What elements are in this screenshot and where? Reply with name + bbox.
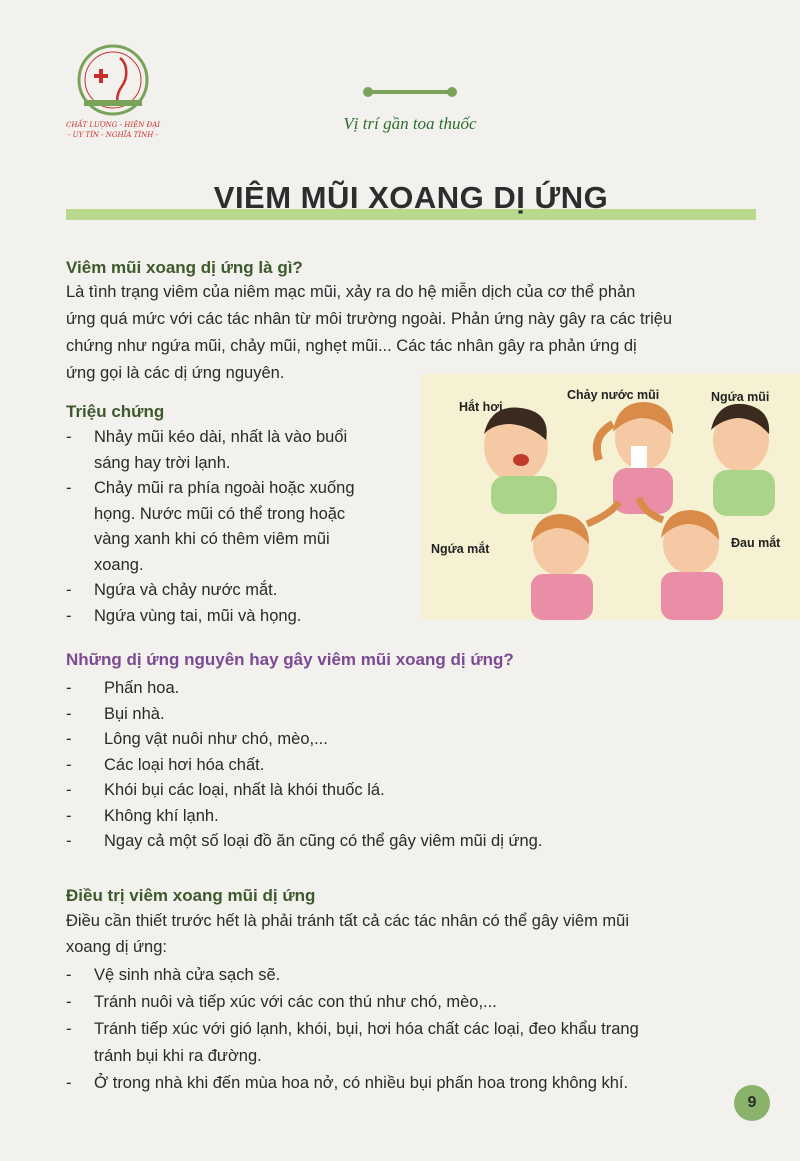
paragraph-line: ứng quá mức với các tác nhân từ môi trường ngoài. Phản ứng này gây ra các triệu [66,310,673,328]
logo-tagline-line-1: CHẤT LƯỢNG - HIỆN ĐẠI [65,121,161,129]
label-sore-eyes: Đau mắt [731,536,781,550]
list-item [66,753,706,779]
list-item-line: Chảy mũi ra phía ngoài hoặc xuống [94,479,355,497]
list-item-line: họng. Nước mũi có thể trong hoặc [94,504,346,523]
list-item-text: Khói bụi các loại, nhất là khói thuốc lá. [104,781,385,799]
list-item [66,829,706,855]
list-item [66,676,706,702]
list-item-text: Phấn hoa. [104,679,180,697]
list-item [66,1016,766,1070]
paragraph-line: ứng gọi là các dị ứng nguyên. [66,364,285,382]
list-item-line: Vệ sinh nhà cửa sạch sẽ. [94,966,281,984]
list-item-line: Ngứa và chảy nước mắt. [94,581,278,599]
dash-bullet: - [66,1074,72,1092]
dash-bullet: - [66,966,72,984]
allergens-list [66,676,706,855]
symptoms-list [66,425,411,629]
dash-bullet: - [66,479,72,497]
figure-sneezing-boy [484,408,557,514]
list-item-line: Tránh nuôi và tiếp xúc với các con thú như chó, mèo,... [94,993,497,1011]
section-treatment-paragraph [66,908,766,960]
list-item-text: Bụi nhà. [104,704,165,723]
list-item [66,989,766,1016]
dash-bullet: - [66,606,72,625]
section-heading-allergens: Những dị ứng nguyên hay gây viêm mũi xoang dị ứng? [66,650,514,669]
dash-bullet: - [66,704,72,723]
header-ornament [362,86,458,98]
figure-sore-eyes-girl [639,498,723,620]
list-item-line: Ở trong nhà khi đến mùa hoa nở, có nhiều bụi phấn hoa trong không khí. [94,1074,629,1092]
label-itchy-eyes: Ngứa mắt [431,542,490,556]
dash-bullet: - [66,993,72,1011]
list-item [66,425,411,476]
dash-bullet: - [66,679,72,697]
section-heading-treatment: Điều trị viêm xoang mũi dị ứng [66,886,316,905]
dash-bullet: - [66,832,72,850]
list-item-text: Không khí lạnh. [104,806,219,825]
dash-bullet: - [66,730,72,748]
symptoms-illustration [421,374,800,620]
treatment-list [66,962,766,1097]
list-item-line: Ngứa vùng tai, mũi và họng. [94,606,302,625]
list-item-text: Lông vật nuôi như chó, mèo,... [104,730,328,748]
list-item [66,1070,766,1097]
paragraph-line: Điều cần thiết trước hết là phải tránh tất cả các tác nhân có thể gây viêm mũi [66,912,629,930]
list-item [66,804,706,830]
list-item [66,702,706,728]
label-itchy-nose: Ngứa mũi [711,390,770,404]
figure-runny-nose-girl [597,402,673,514]
list-item-text: Ngay cả một số loại đồ ăn cũng có thể gây viêm mũi dị ứng. [104,832,543,850]
dash-bullet: - [66,1020,72,1038]
list-item-line: Tránh tiếp xúc với gió lạnh, khói, bụi, hơi hóa chất các loại, đeo khẩu trang [94,1020,639,1038]
header-subtitle: Vị trí gần toa thuốc [343,114,477,133]
logo-tagline-line-2: - UY TÍN - NGHĨA TÌNH - [68,131,158,139]
section-heading-what-is: Viêm mũi xoang dị ứng là gì? [66,258,303,277]
label-runny-nose: Chảy nước mũi [567,388,660,402]
logo-tagline [58,120,168,140]
paragraph-line: Là tình trạng viêm của niêm mạc mũi, xảy ra do hệ miễn dịch của cơ thể phản [66,283,636,301]
paragraph-line: chứng như ngứa mũi, chảy mũi, nghẹt mũi... Các tác nhân gây ra phản ứng dị [66,337,637,355]
dash-bullet: - [66,428,72,446]
list-item-line: sáng hay trời lạnh. [94,453,231,472]
dash-bullet: - [66,806,72,825]
list-item [66,604,411,630]
label-sneeze: Hắt hơi [459,400,503,414]
list-item [66,962,766,989]
list-item [66,578,411,604]
list-item-line: xoang. [94,555,144,574]
page-number: 9 [734,1085,770,1121]
dash-bullet: - [66,755,72,774]
list-item [66,778,706,804]
paragraph-line: xoang dị ứng: [66,938,167,956]
figure-itchy-nose-boy [711,404,775,516]
list-item [66,476,411,578]
dash-bullet: - [66,781,72,799]
section-what-is-paragraph [66,279,766,387]
section-heading-symptoms: Triệu chứng [66,402,165,421]
list-item-line: vàng xanh khi có thêm viêm mũi [94,530,330,548]
list-item-text: Các loại hơi hóa chất. [104,755,265,774]
list-item-line: Nhảy mũi kéo dài, nhất là vào buổi [94,428,348,446]
page-title: VIÊM MŨI XOANG DỊ ỨNG [213,180,609,215]
figure-itchy-eyes-girl [531,502,619,620]
dash-bullet: - [66,581,72,599]
list-item [66,727,706,753]
list-item-line: tránh bụi khi ra đường. [94,1047,262,1065]
